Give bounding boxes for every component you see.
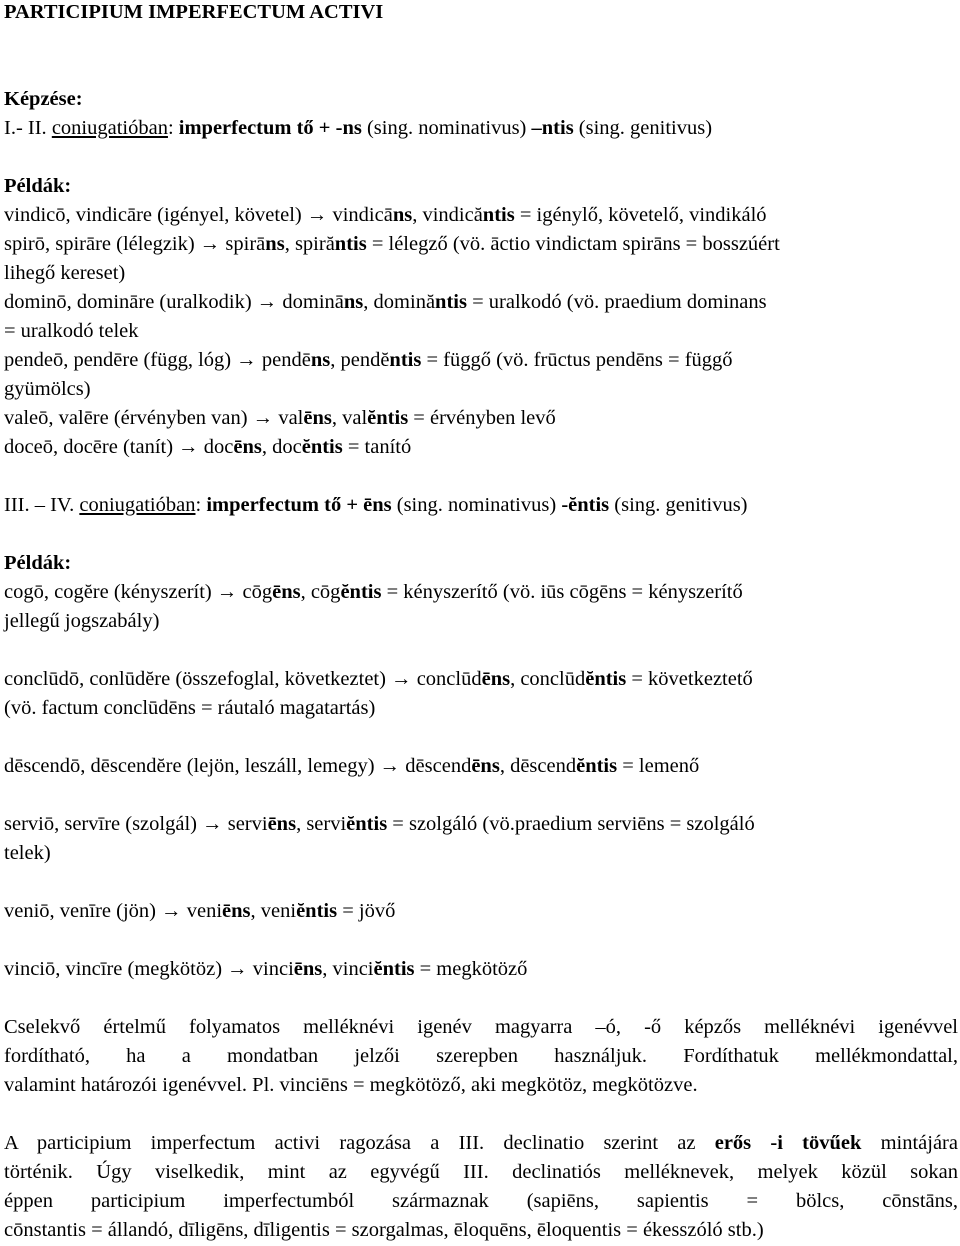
bold-text: ēns [303, 407, 332, 429]
example-line [4, 377, 958, 401]
text-run: = függő (vö. frūctus pendēns = függő [421, 349, 733, 371]
text-run: (sing. genitivus) [609, 494, 748, 516]
paragraph-line: valamint határozói igenévvel. Pl. vinciēns = megkötöző, aki megkötöz, megkötözve. [4, 1074, 698, 1096]
text-run: = tanító [342, 436, 412, 458]
text-run: , servi [296, 813, 347, 835]
text-run: vindicō, vindicāre (igényel, követel) → vindicā [4, 204, 393, 226]
text-run: conclūdō, conlūdĕre (összefoglal, következtet) → conclūd [4, 668, 482, 690]
example-line [4, 609, 958, 633]
bold-text: ntis [435, 291, 467, 313]
example-line [4, 261, 958, 285]
text-run: : [195, 494, 207, 516]
bold-text: ntis [482, 204, 515, 226]
formation-rule-1 [4, 116, 958, 140]
bold-text: ns [343, 291, 364, 313]
text-run: = érvényben levő [408, 407, 556, 429]
bold-text: ēns [481, 668, 511, 690]
text-run: = igénylő, követelő, vindikáló [514, 204, 767, 226]
text-run: III. – IV. [4, 494, 75, 516]
text-run: veniō, venīre (jön) → veni [4, 900, 223, 922]
bold-text: ns [310, 349, 331, 371]
text-run: = jövő [337, 900, 396, 922]
text-run: serviō, servīre (szolgál) → servi [4, 813, 268, 835]
bold-text: ĕntis [301, 436, 343, 458]
text-run: , val [331, 407, 368, 429]
text-run: , veni [250, 900, 297, 922]
paragraph-line: cōnstantis = állandó, dīligēns, dīligentis = szorgalmas, ēloquēns, ēloquentis = ékesszóló stb.) [4, 1219, 764, 1241]
bold-text: ēns [293, 958, 323, 980]
example-line [4, 667, 958, 691]
formation-heading: Képzése: [4, 88, 83, 110]
text-run: = szolgáló (vö.praedium serviēns = szolgáló [387, 813, 755, 835]
bold-text: ns [392, 204, 413, 226]
bold-text: ēns [222, 900, 251, 922]
text-run: dominō, domināre (uralkodik) → dominā [4, 291, 344, 313]
text-run: = lemenő [617, 755, 700, 777]
example-line [4, 812, 958, 836]
text-run: coniugatióban [51, 117, 168, 139]
page-title: PARTICIPIUM IMPERFECTUM ACTIVI [4, 1, 384, 23]
text-run: vinciō, vincīre (megkötöz) → vinci [4, 958, 294, 980]
text-run: , doc [261, 436, 302, 458]
text-run: doceō, docēre (tanít) → doc [4, 436, 234, 458]
text-run: = kényszerítő (vö. iūs cōgēns = kényszerítő [381, 581, 743, 603]
bold-text: ēns [233, 436, 262, 458]
bold-text: imperfectum tő + -ns [178, 117, 362, 139]
text-run: spirō, spirāre (lélegzik) → spirā [4, 233, 266, 255]
example-line [4, 957, 958, 981]
bold-text: ns [265, 233, 285, 255]
example-line [4, 348, 958, 372]
text-run: , dēscend [499, 755, 577, 777]
bold-text: ĕntis [373, 958, 415, 980]
text-run: jellegű jogszabály) [4, 610, 160, 632]
example-line [4, 232, 958, 256]
examples-heading-2: Példák: [4, 552, 72, 574]
example-line [4, 754, 958, 778]
bold-text: –ntis [531, 117, 574, 139]
text-run: coniugatióban [79, 494, 196, 516]
text-run: A participium imperfectum activi ragozása a III. declinatio szerint az [4, 1132, 715, 1154]
bold-text: ntis [389, 349, 422, 371]
text-run: dēscendō, dēscendĕre (lejön, leszáll, lemegy) → dēscend [4, 755, 472, 777]
bold-text: ĕntis [367, 407, 409, 429]
text-run: (sing. nominativus) [391, 494, 562, 516]
examples-heading-1: Példák: [4, 175, 72, 197]
bold-text: imperfectum tő + ēns [206, 494, 392, 516]
text-run: lihegő kereset) [4, 262, 126, 284]
text-run: , pendĕ [330, 349, 390, 371]
text-run: (sing. nominativus) [361, 117, 532, 139]
paragraph-line: fordítható, ha a mondatban jelzői szerepben használjuk. Fordíthatuk mellékmondattal, [4, 1045, 958, 1067]
text-run: (vö. factum conclūdēns = ráutaló magatartás) [4, 697, 376, 719]
bold-text: ĕntis [296, 900, 338, 922]
text-run: = uralkodó (vö. praedium dominans [466, 291, 767, 313]
bold-text: ēns [267, 813, 297, 835]
bold-text: erős -i tövűek [714, 1132, 862, 1154]
text-run: I.- II. [4, 117, 52, 139]
paragraph-line [4, 1131, 958, 1155]
text-run: : [167, 117, 179, 139]
paragraph-line: Cselekvő értelmű folyamatos melléknévi igenév magyarra –ó, -ő képzős melléknévi igenévvel [4, 1016, 958, 1038]
example-line [4, 290, 958, 314]
example-line [4, 319, 958, 343]
bold-text: -ĕntis [561, 494, 610, 516]
bold-text: ēns [272, 581, 301, 603]
text-run: valeō, valēre (érvényben van) → val [4, 407, 304, 429]
example-line [4, 696, 958, 720]
text-run: mintájára [861, 1132, 958, 1154]
example-line [4, 899, 958, 923]
paragraph-line: éppen participium imperfectumból származnak (sapiēns, sapientis = bölcs, cōnstāns, [4, 1190, 958, 1212]
example-line [4, 580, 958, 604]
example-line [4, 435, 958, 459]
text-run: = megkötöző [414, 958, 528, 980]
text-run: cogō, cogĕre (kényszerít) → cōg [4, 581, 273, 603]
text-run: , spiră [284, 233, 335, 255]
text-run: = uralkodó telek [4, 320, 139, 342]
bold-text: ēns [471, 755, 500, 777]
bold-text: ĕntis [346, 813, 388, 835]
bold-text: ĕntis [340, 581, 382, 603]
text-run: = következtető [626, 668, 753, 690]
text-run: pendeō, pendēre (függ, lóg) → pendē [4, 349, 311, 371]
text-run: gyümölcs) [4, 378, 91, 400]
text-run: , conclūd [510, 668, 586, 690]
text-run: = lélegző (vö. āctio vindictam spirāns = bosszúért [366, 233, 780, 255]
text-run: , vinci [322, 958, 374, 980]
bold-text: ntis [334, 233, 367, 255]
bold-text: ĕntis [585, 668, 627, 690]
text-run: , vindică [412, 204, 483, 226]
formation-rule-2 [4, 493, 958, 517]
example-line [4, 841, 958, 865]
bold-text: ĕntis [576, 755, 618, 777]
example-line [4, 203, 958, 227]
text-run: , cōg [300, 581, 341, 603]
example-line [4, 406, 958, 430]
text-run: , domină [363, 291, 436, 313]
text-run: (sing. genitivus) [573, 117, 713, 139]
paragraph-line: történik. Úgy viselkedik, mint az egyvégű III. declinatiós melléknevek, melyek közül sokan [4, 1161, 958, 1183]
text-run: telek) [4, 842, 51, 864]
